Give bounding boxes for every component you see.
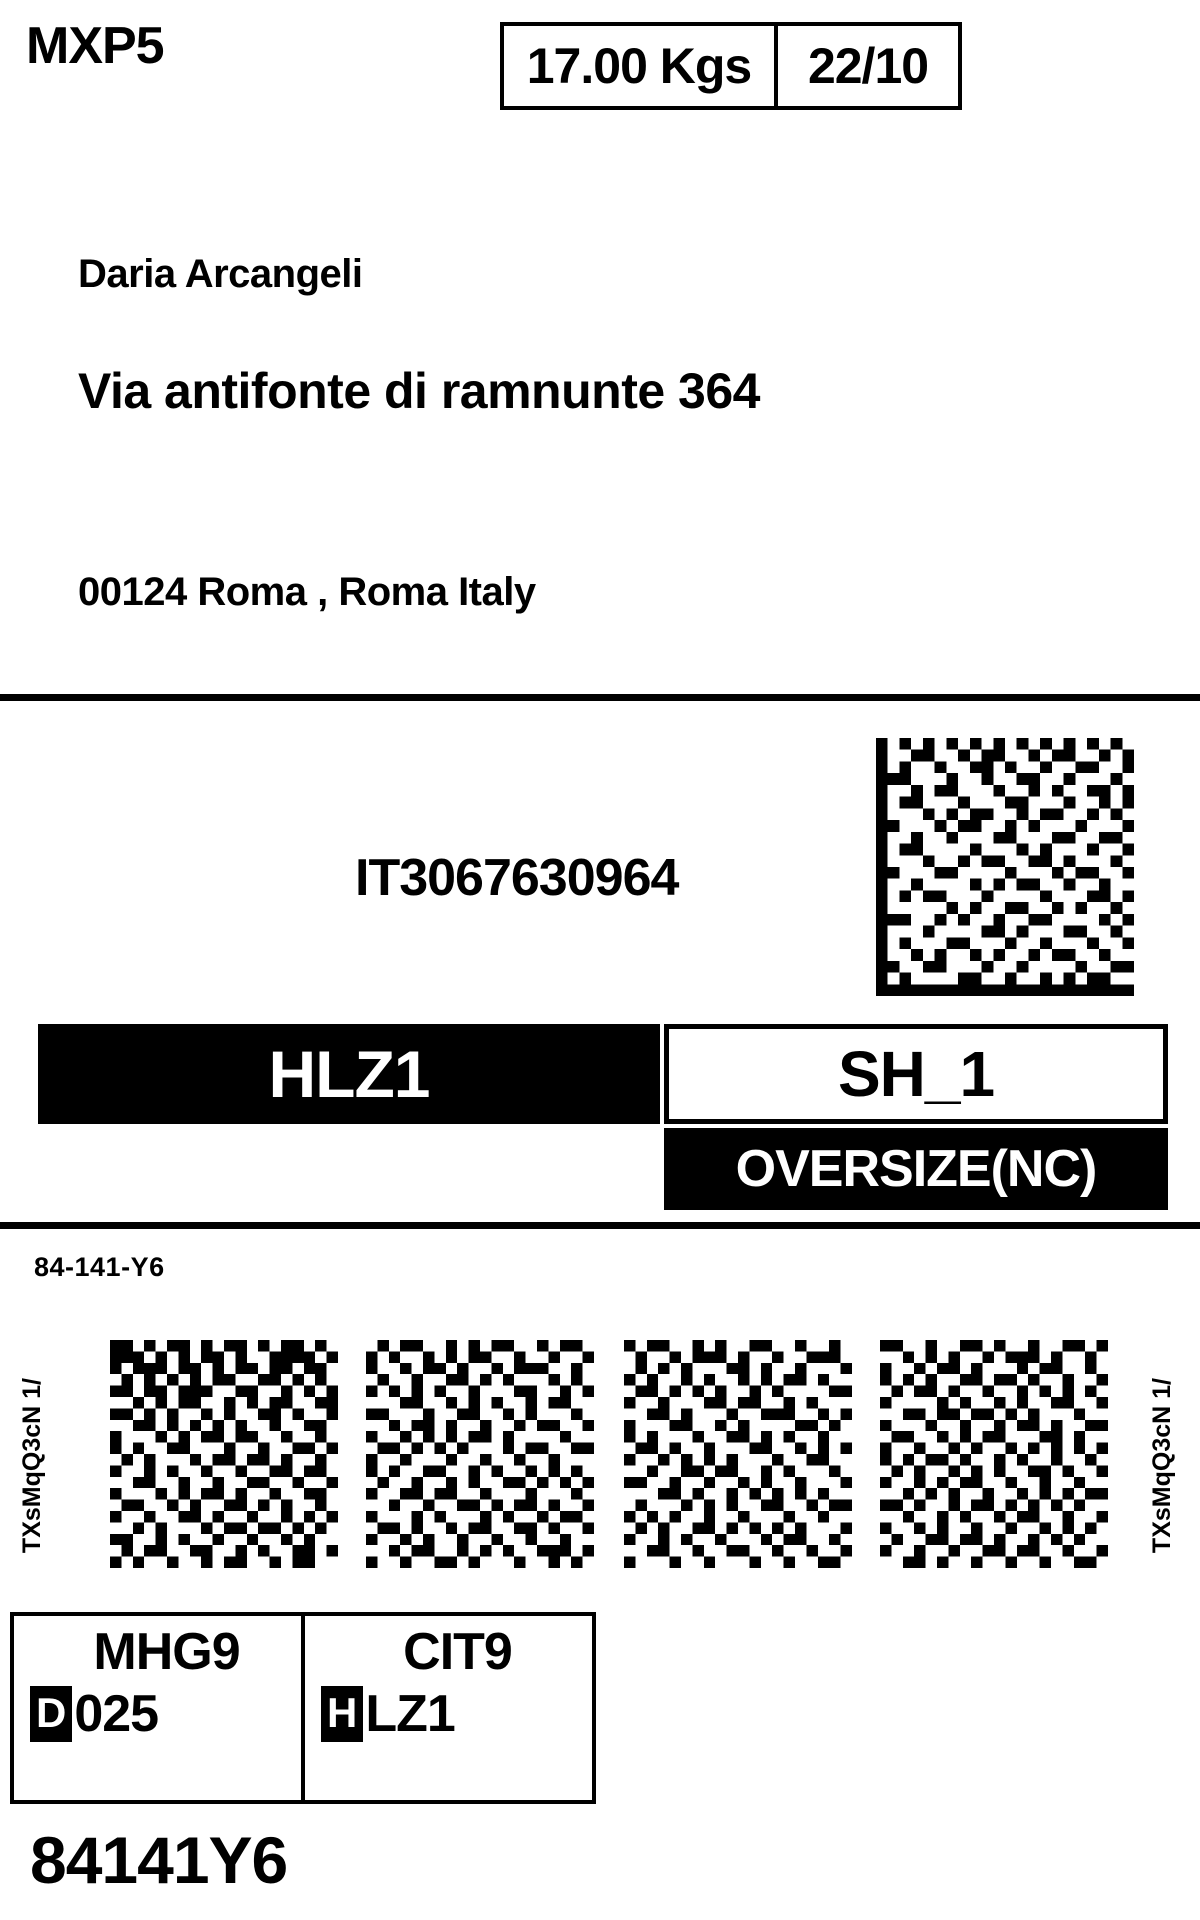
destination-box-2-code: CIT9 [403,1623,512,1681]
recipient-city-line: 00124 Roma , Roma Italy [78,570,536,614]
oversize-flag-bar: OVERSIZE(NC) [664,1128,1168,1210]
datamatrix-code-icon [876,738,1134,996]
vertical-code-right: TXsMqQ3cN 1/ [1148,1378,1176,1554]
bottom-sort-code: 84141Y6 [30,1823,288,1897]
divider-bottom [0,1222,1200,1229]
datamatrix-code-icon [366,1340,594,1568]
destination-box-1 [14,1616,305,1800]
package-weight: 17.00 Kgs [504,26,778,106]
destination-box-2-row [321,1686,455,1742]
recipient-street: Via antifonte di ramnunte 364 [78,363,760,419]
destination-box-1-code: MHG9 [93,1623,240,1681]
destination-box-1-badge: D [30,1686,72,1742]
tracking-number: IT3067630964 [355,849,679,907]
destination-code-boxes [10,1612,596,1804]
vertical-code-left: TXsMqQ3cN 1/ [18,1378,46,1554]
route-primary-bar: HLZ1 [38,1024,660,1124]
recipient-name: Daria Arcangeli [78,252,363,296]
origin-station-code: MXP5 [26,17,164,75]
route-secondary-bar: SH_1 [664,1024,1168,1124]
weight-date-box [500,22,962,110]
datamatrix-code-icon [110,1340,338,1568]
destination-box-1-value: 025 [74,1685,159,1743]
sort-code: 84-141-Y6 [34,1252,165,1282]
ship-date: 22/10 [807,38,929,94]
datamatrix-code-icon [624,1340,852,1568]
destination-box-2-badge: H [321,1686,363,1742]
divider-top [0,694,1200,701]
destination-box-2-value: LZ1 [365,1685,455,1743]
datamatrix-code-icon [880,1340,1108,1568]
destination-box-1-row [30,1686,158,1742]
destination-box-2 [305,1616,592,1800]
